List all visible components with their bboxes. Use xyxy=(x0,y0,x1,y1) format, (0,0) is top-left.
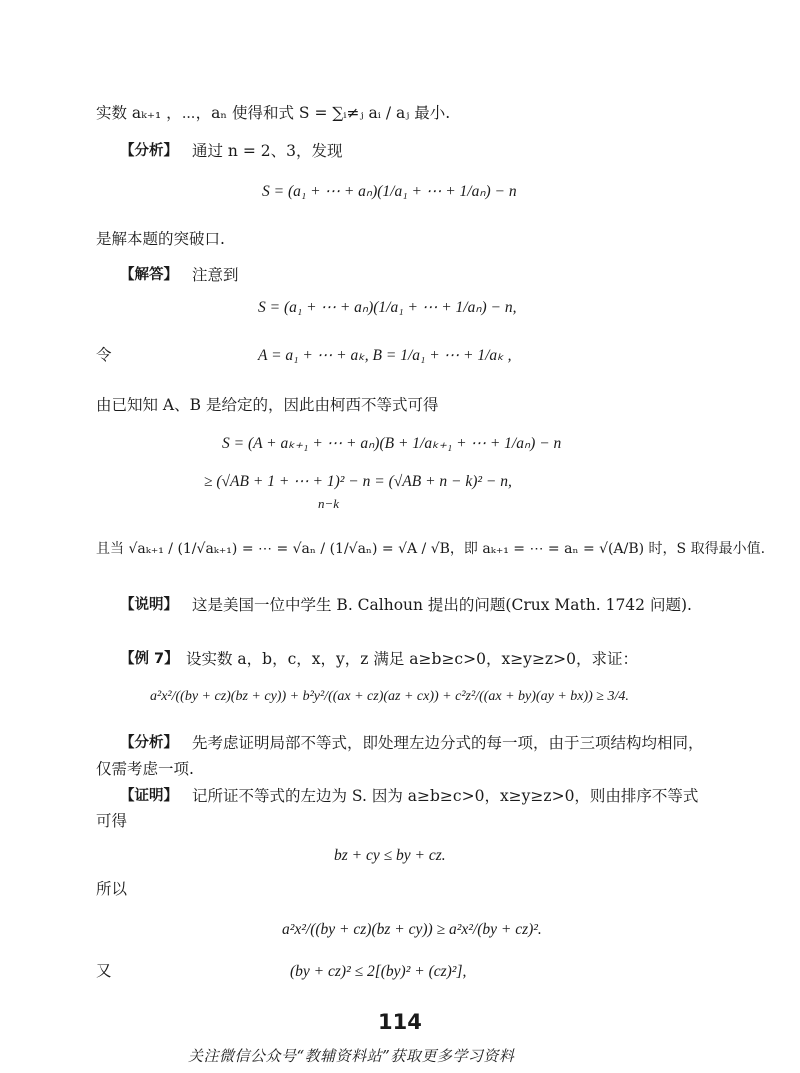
formula: A = a₁ + ⋯ + aₖ, B = 1/a₁ + ⋯ + 1/aₖ , xyxy=(258,347,512,364)
text-line: 设实数 a，b，c，x，y，z 满足 a≥b≥c>0，x≥y≥z>0，求证： xyxy=(186,650,638,668)
text-line: 实数 aₖ₊₁ ，⋯，aₙ 使得和式 S = ∑ᵢ≠ⱼ aᵢ / aⱼ 最小. xyxy=(96,104,451,122)
text-line: 由已知知 A、B 是给定的，因此由柯西不等式可得 xyxy=(96,396,439,414)
section-tag: 【分析】 xyxy=(120,735,178,751)
section-tag: 【解答】 xyxy=(120,267,178,283)
section-tag: 【证明】 xyxy=(120,788,178,804)
text-line: 先考虑证明局部不等式，即处理左边分式的每一项，由于三项结构均相同， xyxy=(192,734,704,752)
formula: bz + cy ≤ by + cz. xyxy=(334,847,446,864)
formula: (by + cz)² ≤ 2[(by)² + (cz)²], xyxy=(290,963,467,980)
text-line: 注意到 xyxy=(192,266,239,284)
text-line: 仅需考虑一项. xyxy=(96,760,194,778)
text-line: 是解本题的突破口. xyxy=(96,230,225,248)
footer-note: 关注微信公众号“教辅资料站”获取更多学习资料 xyxy=(188,1047,515,1065)
text-line: 令 xyxy=(96,346,112,364)
section-tag: 【分析】 xyxy=(120,143,178,159)
text-line: 又 xyxy=(96,962,112,980)
text-line: 这是美国一位中学生 B. Calhoun 提出的问题(Crux Math. 1742 问题). xyxy=(192,596,692,614)
text-line: 且当 √aₖ₊₁ / (1/√aₖ₊₁) = ⋯ = √aₙ / (1/√aₙ) = √A / √B，即 aₖ₊₁ = ⋯ = aₙ = √(A/B) 时，S 取得最小值. xyxy=(96,541,766,557)
page-number: 114 xyxy=(378,1010,422,1034)
text-line: 所以 xyxy=(96,880,128,898)
formula: a²x²/((by + cz)(bz + cy)) ≥ a²x²/(by + cz)². xyxy=(282,921,542,938)
formula: ≥ (√AB + 1 + ⋯ + 1)² − n = (√AB + n − k)² − n, xyxy=(204,473,512,490)
text-line: 可得 xyxy=(96,812,128,830)
formula: S = (a₁ + ⋯ + aₙ)(1/a₁ + ⋯ + 1/aₙ) − n xyxy=(262,183,517,200)
text-line: 记所证不等式的左边为 S. 因为 a≥b≥c>0，x≥y≥z>0，则由排序不等式 xyxy=(192,787,699,805)
formula: S = (a₁ + ⋯ + aₙ)(1/a₁ + ⋯ + 1/aₙ) − n, xyxy=(258,299,517,316)
underbrace-label: n−k xyxy=(318,496,340,511)
formula: S = (A + aₖ₊₁ + ⋯ + aₙ)(B + 1/aₖ₊₁ + ⋯ + 1/aₙ) − n xyxy=(222,435,562,452)
text-line: 通过 n = 2、3，发现 xyxy=(192,142,343,160)
example-tag: 【例 7】 xyxy=(120,651,179,667)
section-tag: 【说明】 xyxy=(120,597,178,613)
formula: a²x²/((by + cz)(bz + cy)) + b²y²/((ax + cz)(az + cx)) + c²z²/((ax + by)(ay + bx)) ≥ 3/4. xyxy=(150,689,629,704)
